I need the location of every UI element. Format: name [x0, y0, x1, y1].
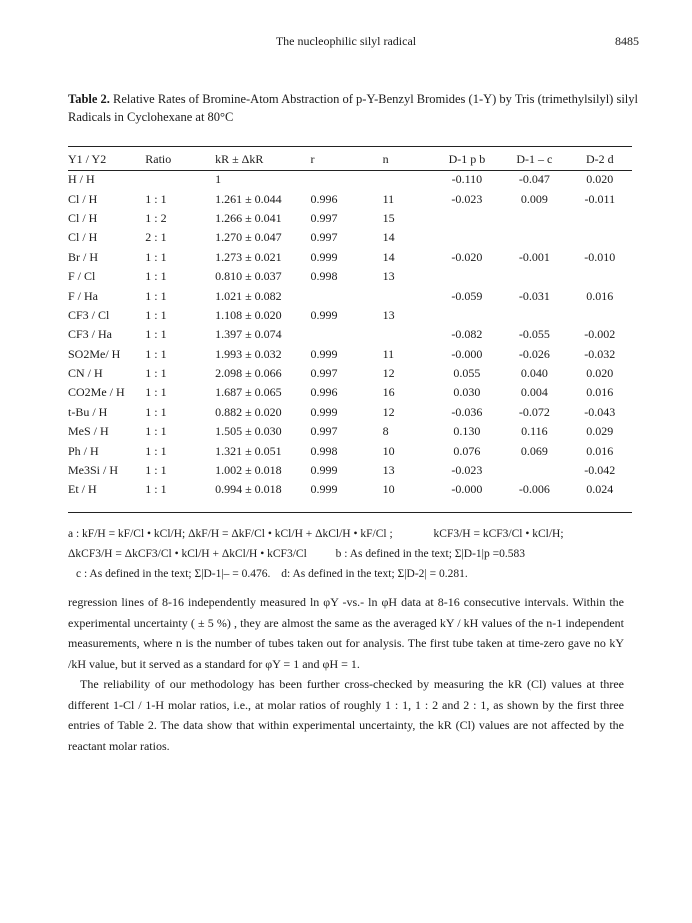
- cell-y1-y2: MeS / H: [68, 424, 109, 439]
- cell-n: 16: [382, 385, 395, 400]
- cell-kr: 1.321 ± 0.051: [215, 443, 282, 458]
- cell-ratio: 1 : 1: [145, 249, 167, 264]
- cell-ratio: 1 : 1: [145, 385, 167, 400]
- cell-y1-y2: F / Ha: [68, 288, 98, 303]
- cell-d1p: -0.110: [451, 172, 483, 187]
- cell-y1-y2: H / H: [68, 172, 95, 187]
- cell-d2: 0.024: [586, 482, 614, 497]
- cell-r: 0.999: [310, 463, 338, 478]
- cell-d1p: [433, 228, 501, 247]
- cell-d1-minus: [501, 228, 567, 247]
- footnote-a-delta-cf3: ΔkCF3/H = ΔkCF3/Cl • kCl/H + ΔkCl/H • kCF3/Cl: [68, 548, 307, 560]
- cell-d2: [568, 209, 632, 228]
- table-row: [68, 364, 632, 383]
- table-row: [68, 480, 632, 499]
- cell-r: 0.997: [310, 210, 338, 225]
- cell-d1-minus: -0.006: [518, 482, 550, 497]
- cell-d1p: [433, 306, 501, 325]
- cell-kr: 1.505 ± 0.030: [215, 424, 282, 439]
- cell-d1p: -0.082: [451, 327, 483, 342]
- cell-ratio: 1 : 1: [145, 346, 167, 361]
- cell-d1p: -0.000: [451, 346, 483, 361]
- cell-r: 0.999: [310, 346, 338, 361]
- table-caption-text: Relative Rates of Bromine-Atom Abstraction of p-Y-Benzyl Bromides (1-Y) by Tris (trimethylsilyl) silyl Radicals in Cyclohexane at 80°C: [68, 92, 638, 124]
- table-header-rule: [68, 170, 632, 171]
- cell-r: 0.997: [310, 366, 338, 381]
- cell-ratio: 1 : 1: [145, 307, 167, 322]
- cell-d2: -0.042: [584, 463, 616, 478]
- cell-r: 0.999: [310, 307, 338, 322]
- cell-kr: 2.098 ± 0.066: [215, 366, 282, 381]
- table-header-row: [68, 148, 632, 170]
- cell-d1-minus: 0.116: [521, 424, 548, 439]
- cell-y1-y2: Cl / H: [68, 210, 98, 225]
- cell-ratio: 1 : 1: [145, 288, 167, 303]
- cell-n: 11: [382, 346, 395, 361]
- cell-ratio: 1 : 1: [145, 191, 167, 206]
- body-text: [68, 592, 624, 756]
- cell-r: 0.999: [310, 482, 338, 497]
- cell-d1p: -0.036: [451, 404, 483, 419]
- cell-d2: 0.016: [586, 385, 614, 400]
- footnote-c: c : As defined in the text; Σ|D-1|– = 0.476.: [76, 568, 271, 580]
- cell-d1p: [433, 209, 501, 228]
- cell-n: 12: [382, 366, 395, 381]
- header-y1-y2: Y1 / Y2: [68, 151, 107, 166]
- cell-d1p: [433, 267, 501, 286]
- footnote-a-line2: [68, 544, 638, 564]
- table-row: [68, 248, 632, 267]
- footnote-b: b : As defined in the text; Σ|D-1|p =0.583: [335, 548, 525, 560]
- table-row: [68, 461, 632, 480]
- cell-n: 8: [382, 424, 389, 439]
- cell-d1-minus: -0.047: [518, 172, 550, 187]
- cell-n: 15: [382, 210, 395, 225]
- cell-kr: 1.002 ± 0.018: [215, 463, 282, 478]
- cell-n: [377, 170, 433, 189]
- cell-kr: 1.021 ± 0.082: [215, 288, 282, 303]
- cell-d1p: -0.023: [451, 463, 483, 478]
- cell-n: 13: [382, 463, 395, 478]
- cell-d1-minus: [501, 209, 567, 228]
- cell-kr: 1.266 ± 0.041: [215, 210, 282, 225]
- cell-kr: 0.810 ± 0.037: [215, 269, 282, 284]
- cell-r: 0.996: [310, 191, 338, 206]
- cell-ratio: 1 : 1: [145, 327, 167, 342]
- footnote-cd-line: [68, 564, 638, 584]
- cell-d1-minus: 0.040: [520, 366, 548, 381]
- table-row: [68, 267, 632, 286]
- cell-y1-y2: Ph / H: [68, 443, 99, 458]
- cell-d1p: 0.055: [453, 366, 481, 381]
- cell-y1-y2: Cl / H: [68, 191, 98, 206]
- table-top-rule: [68, 146, 632, 147]
- cell-d1p: 0.130: [453, 424, 481, 439]
- cell-r: 0.998: [310, 269, 338, 284]
- cell-d1p: -0.000: [451, 482, 483, 497]
- cell-ratio: 1 : 1: [145, 366, 167, 381]
- cell-d2: 0.020: [586, 366, 614, 381]
- cell-ratio: 1 : 1: [145, 463, 167, 478]
- cell-n: 10: [382, 482, 395, 497]
- cell-d2: 0.020: [586, 172, 614, 187]
- cell-ratio: 1 : 1: [145, 482, 167, 497]
- cell-y1-y2: Et / H: [68, 482, 97, 497]
- cell-d2: -0.011: [584, 191, 616, 206]
- cell-n: 10: [382, 443, 395, 458]
- cell-r: 0.996: [310, 385, 338, 400]
- header-d2: D-2 d: [585, 151, 614, 166]
- cell-d2: [568, 228, 632, 247]
- cell-kr: 0.882 ± 0.020: [215, 404, 282, 419]
- cell-kr: 1.270 ± 0.047: [215, 230, 282, 245]
- table-row: [68, 325, 632, 344]
- cell-kr: 1.993 ± 0.032: [215, 346, 282, 361]
- footnote-a-text-2: kCF3/H = kCF3/Cl • kCl/H;: [433, 528, 564, 540]
- table-row: [68, 383, 632, 402]
- cell-kr: 1.108 ± 0.020: [215, 307, 282, 322]
- cell-ratio: 1 : 2: [145, 210, 167, 225]
- cell-d1-minus: -0.031: [518, 288, 550, 303]
- cell-y1-y2: t-Bu / H: [68, 404, 108, 419]
- cell-n: 13: [382, 269, 395, 284]
- cell-d2: 0.029: [586, 424, 614, 439]
- cell-d1-minus: [501, 267, 567, 286]
- cell-r: 0.999: [310, 249, 338, 264]
- table-row: [68, 228, 632, 247]
- body-paragraph-1: regression lines of 8-16 independently measured ln φY -vs.- ln φH data at 8-16 consecutive intervals. Within the experimental uncertainty ( ± 5 %) , they are almost the same as the averaged kY / kH values of the n-1 independent measurements, where n is the number of tubes taken out for analysis. The first tube taken at time-zero gave no kY /kH value, but it served as a standard for φY = 1 and φH = 1.: [68, 595, 624, 671]
- cell-d2: [568, 306, 632, 325]
- cell-d2: -0.043: [584, 404, 616, 419]
- cell-d1-minus: -0.072: [518, 404, 550, 419]
- table-row: [68, 306, 632, 325]
- table-row: [68, 441, 632, 460]
- cell-n: 14: [382, 230, 395, 245]
- cell-y1-y2: CO2Me / H: [68, 385, 125, 400]
- footnote-d: d: As defined in the text; Σ|D-2| = 0.281.: [281, 568, 468, 580]
- cell-d2: [568, 267, 632, 286]
- cell-ratio: 2 : 1: [145, 230, 167, 245]
- cell-d1-minus: 0.004: [520, 385, 548, 400]
- cell-d1-minus: -0.026: [518, 346, 550, 361]
- cell-y1-y2: Br / H: [68, 249, 98, 264]
- cell-kr: 1: [215, 172, 222, 187]
- table-footnotes: [68, 524, 638, 584]
- table-caption-label: Table 2.: [68, 92, 110, 106]
- running-header-title: The nucleophilic silyl radical: [275, 34, 417, 48]
- header-r: r: [310, 151, 315, 166]
- cell-d2: -0.002: [584, 327, 616, 342]
- table-body: [68, 170, 632, 500]
- cell-r: 0.999: [310, 404, 338, 419]
- cell-kr: 0.994 ± 0.018: [215, 482, 282, 497]
- footnote-a-text: a : kF/H = kF/Cl • kCl/H; ΔkF/H = ΔkF/Cl • kCl/H + ΔkCl/H • kF/Cl ;: [68, 528, 393, 540]
- cell-y1-y2: Me3Si / H: [68, 463, 119, 478]
- cell-kr: 1.261 ± 0.044: [215, 191, 282, 206]
- cell-d1-minus: -0.055: [518, 327, 550, 342]
- cell-n: [377, 325, 433, 344]
- header-n: n: [382, 151, 389, 166]
- table-row: [68, 170, 632, 189]
- cell-y1-y2: SO2Me/ H: [68, 346, 121, 361]
- cell-d2: 0.016: [586, 443, 614, 458]
- header-d1-minus: D-1 – c: [516, 151, 553, 166]
- cell-ratio: 1 : 1: [145, 443, 167, 458]
- cell-n: 11: [382, 191, 395, 206]
- cell-y1-y2: CF3 / Cl: [68, 307, 110, 322]
- cell-r: [293, 325, 377, 344]
- cell-d2: -0.010: [584, 249, 616, 264]
- cell-d1p: -0.059: [451, 288, 483, 303]
- cell-d2: 0.016: [586, 288, 614, 303]
- table-row: [68, 286, 632, 305]
- table-row: [68, 403, 632, 422]
- cell-d1p: -0.023: [451, 191, 483, 206]
- header-ratio: Ratio: [145, 151, 172, 166]
- cell-d2: -0.032: [584, 346, 616, 361]
- cell-kr: 1.397 ± 0.074: [215, 327, 282, 342]
- header-kr: kR ± ΔkR: [215, 151, 264, 166]
- table-row: [68, 189, 632, 208]
- page-number: 8485: [615, 34, 639, 48]
- cell-y1-y2: CF3 / Ha: [68, 327, 113, 342]
- cell-ratio: 1 : 1: [145, 424, 167, 439]
- table-caption: [68, 90, 638, 126]
- table-row: [68, 422, 632, 441]
- header-d1p: D-1 p b: [448, 151, 486, 166]
- cell-y1-y2: CN / H: [68, 366, 103, 381]
- table-bottom-rule: [68, 512, 632, 513]
- cell-kr: 1.273 ± 0.021: [215, 249, 282, 264]
- table-row: [68, 209, 632, 228]
- table-row: [68, 345, 632, 364]
- cell-n: 14: [382, 249, 395, 264]
- cell-r: 0.997: [310, 230, 338, 245]
- cell-d1-minus: -0.001: [518, 249, 550, 264]
- cell-d1p: 0.076: [453, 443, 481, 458]
- cell-d1-minus: 0.069: [520, 443, 548, 458]
- body-paragraph-2: The reliability of our methodology has been further cross-checked by measuring the kR (Cl) values at three different 1-Cl / 1-H molar ratios, i.e., at molar ratios of roughly 1 : 1, 1 : 2 and 2 : 1, as shown by the first three entries of Table 2. The data show that within experimental uncertainty, the kR (Cl) values are not affected by the reactant molar ratios.: [68, 677, 624, 753]
- cell-d1-minus: [501, 306, 567, 325]
- cell-ratio: 1 : 1: [145, 404, 167, 419]
- cell-d1-minus: 0.009: [520, 191, 548, 206]
- cell-r: 0.998: [310, 443, 338, 458]
- cell-ratio: [139, 170, 215, 189]
- cell-n: 12: [382, 404, 395, 419]
- cell-r: 0.997: [310, 424, 338, 439]
- cell-kr: 1.687 ± 0.065: [215, 385, 282, 400]
- footnote-a-line1: [68, 524, 638, 544]
- cell-y1-y2: Cl / H: [68, 230, 98, 245]
- cell-n: [377, 286, 433, 305]
- cell-n: 13: [382, 307, 395, 322]
- cell-d1p: -0.020: [451, 249, 483, 264]
- cell-ratio: 1 : 1: [145, 269, 167, 284]
- data-table: [68, 148, 632, 500]
- cell-d1p: 0.030: [453, 385, 481, 400]
- cell-y1-y2: F / Cl: [68, 269, 96, 284]
- cell-r: [293, 170, 377, 189]
- cell-r: [293, 286, 377, 305]
- cell-d1-minus: [501, 461, 567, 480]
